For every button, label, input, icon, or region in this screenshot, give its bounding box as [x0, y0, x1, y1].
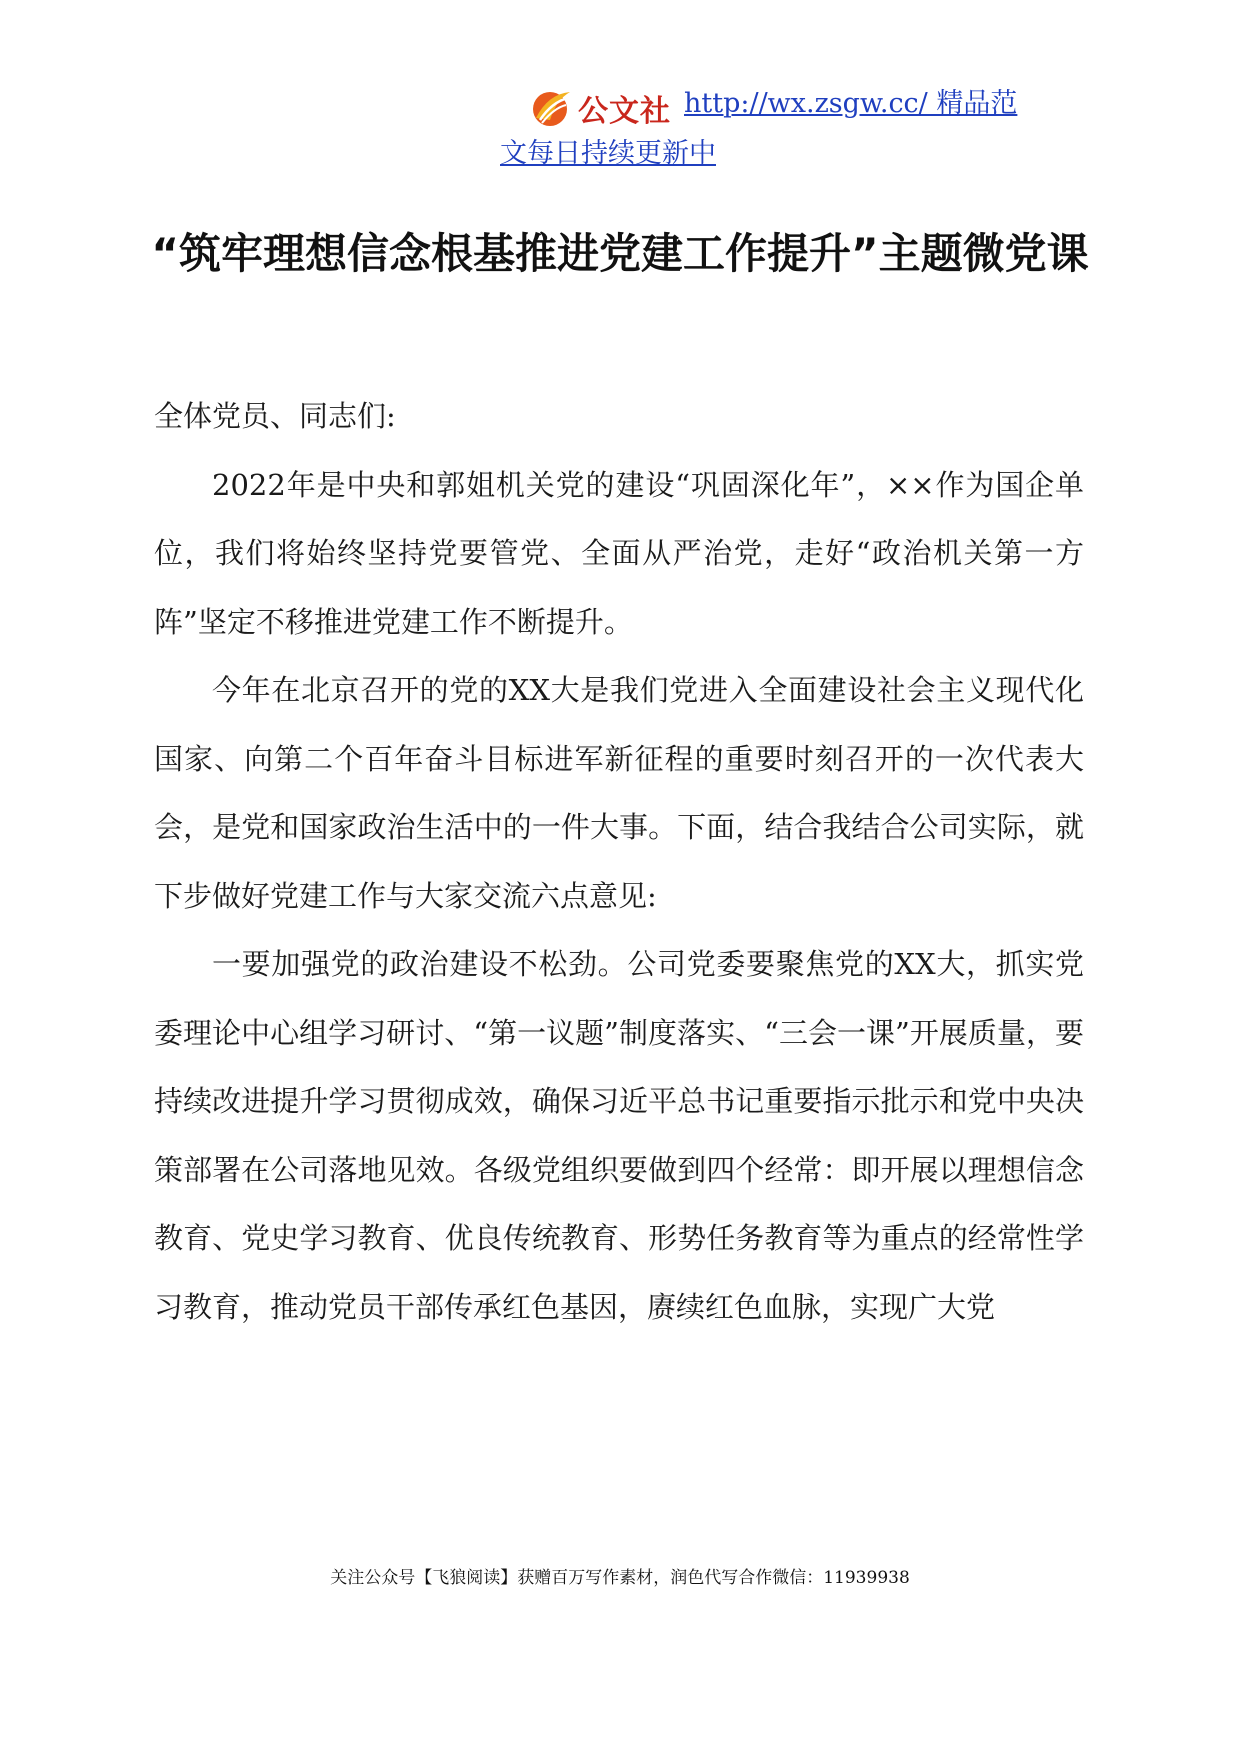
site-link-continued[interactable]: 文每日持续更新中 — [500, 138, 716, 169]
document-title: “筑牢理想信念根基推进党建工作提升”主题微党课 — [151, 229, 1089, 278]
logo-text: 公文社 — [578, 94, 671, 129]
document-body — [154, 382, 1084, 1341]
paragraph-1: 2022年是中央和郭姐机关党的建设“巩固深化年”，××作为国企单位，我们将始终坚持党要管党、全面从严治党，走好“政治机关第一方阵”坚定不移推进党建工作不断提升。 — [154, 467, 1084, 639]
page-header — [500, 84, 1090, 180]
site-link[interactable]: http://wx.zsgw.cc/ 精品范 — [684, 88, 1018, 119]
page-footer: 关注公众号【飞狼阅读】获赠百万写作素材，润色代写合作微信：11939938 — [330, 1568, 910, 1588]
salutation: 全体党员、同志们: — [154, 399, 396, 433]
logo-mark-icon — [530, 88, 574, 128]
site-logo — [530, 86, 671, 130]
paragraph-2: 今年在北京召开的党的XX大是我们党进入全面建设社会主义现代化国家、向第二个百年奋斗目标进军新征程的重要时刻召开的一次代表大会，是党和国家政治生活中的一件大事。下面，结合我结合公司实际，就下步做好党建工作与大家交流六点意见: — [154, 673, 1084, 913]
paragraph-3: 一要加强党的政治建设不松劲。公司党委要聚焦党的XX大，抓实党委理论中心组学习研讨、“第一议题”制度落实、“三会一课”开展质量，要持续改进提升学习贯彻成效，确保习近平总书记重要指示批示和党中央决策部署在公司落地见效。各级党组织要做到四个经常：即开展以理想信念教育、党史学习教育、优良传统教育、形势任务教育等为重点的经常性学习教育，推动党员干部传承红色基因，赓续红色血脉，实现广大党 — [154, 947, 1084, 1324]
